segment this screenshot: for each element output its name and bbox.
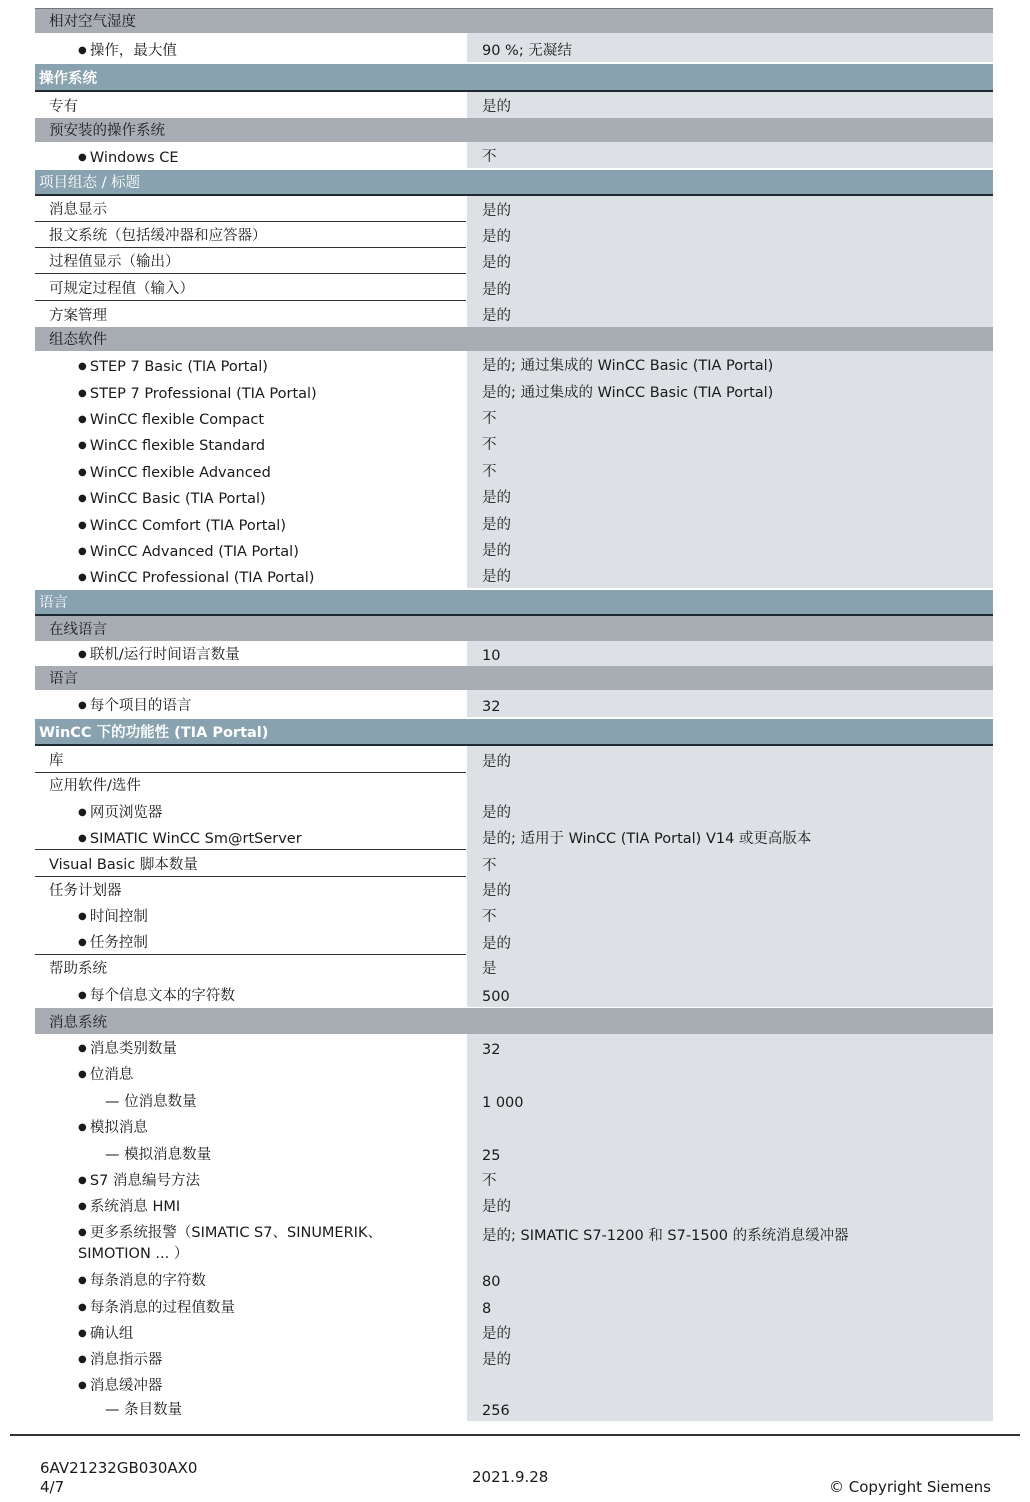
spec-label-cell [35,1166,466,1192]
copyright: © Copyright Siemens [829,1478,991,1496]
spec-label-cell [35,1034,466,1060]
spec-row [35,430,993,456]
spec-value-cell [467,928,993,955]
spec-row [35,1371,993,1397]
spec-value: 是的 [482,490,511,506]
header-label: WinCC 下的功能性 (TIA Portal) [39,725,269,741]
spec-row [35,456,993,483]
spec-label: 专有 [49,99,78,115]
spec-value: 是的 [482,255,511,271]
header-label: 操作系统 [39,71,97,87]
spec-label: 可规定过程值（输入） [49,281,194,297]
spec-row [35,483,993,509]
spec-label: — 条目数量 [105,1398,182,1419]
spec-value: 是的 [482,805,511,821]
spec-label: ● 消息指示器 [78,1348,162,1369]
spec-value: 是的; 适用于 WinCC (TIA Portal) V14 或更高版本 [482,831,812,847]
spec-label-cell [35,641,466,666]
section-header [35,590,993,616]
spec-value-cell [467,142,993,168]
spec-label-cell [35,456,466,483]
spec-label: ● 消息类别数量 [78,1037,177,1058]
spec-value: 是的 [482,1326,511,1342]
spec-label-cell [35,877,466,902]
spec-label-cell [35,222,466,248]
spec-value-cell [467,509,993,536]
spec-value: 是的; 通过集成的 WinCC Basic (TIA Portal) [482,358,774,374]
spec-value: 不 [482,1173,497,1189]
spec-label: ● STEP 7 Basic (TIA Portal) [78,359,268,375]
spec-value-cell [467,377,993,404]
footer-rule [10,1434,1020,1436]
spec-value: 是的 [482,203,511,219]
header-label: 在线语言 [49,622,107,638]
spec-value: 80 [482,1274,501,1290]
spec-label: ● 每个信息文本的字符数 [78,984,235,1005]
spec-label-cell [35,1397,466,1421]
spec-label-cell [35,92,466,118]
spec-value-cell [467,1166,993,1192]
spec-value-cell [467,1086,993,1113]
spec-label: 任务计划器 [49,883,122,899]
spec-row [35,902,993,928]
spec-label: ● 消息缓冲器 [78,1374,162,1395]
spec-label-cell [35,404,466,430]
section-header [35,170,993,196]
spec-label: ● WinCC flexible Compact [78,412,264,428]
spec-value-cell [467,980,993,1007]
spec-label: ● 网页浏览器 [78,801,162,822]
spec-label: 帮助系统 [49,961,107,977]
spec-label: 方案管理 [49,308,107,324]
spec-value-cell [467,248,993,274]
spec-label-cell [35,536,466,562]
spec-label: ● WinCC flexible Advanced [78,465,271,481]
spec-value-cell [467,902,993,928]
spec-label: ● WinCC Basic (TIA Portal) [78,491,266,507]
spec-label: ● 每条消息的过程值数量 [78,1296,235,1317]
spec-row [35,955,993,980]
spec-row [35,377,993,404]
header-label: 消息系统 [49,1015,107,1031]
spec-row [35,1397,993,1421]
spec-label: ● 确认组 [78,1322,133,1343]
spec-row [35,690,993,717]
subsection-header [35,616,993,641]
spec-value: 是的 [482,754,511,770]
header-label: 相对空气湿度 [49,14,136,30]
spec-value-cell [467,1292,993,1319]
spec-row [35,92,993,118]
spec-label: ● WinCC Professional (TIA Portal) [78,570,314,586]
spec-label-cell [35,797,466,824]
spec-value: 不 [482,149,497,165]
spec-value-cell [467,690,993,717]
spec-label: ● WinCC Comfort (TIA Portal) [78,518,286,534]
spec-label-cell [35,142,466,168]
spec-value: 25 [482,1148,501,1164]
spec-value: 是的 [482,1199,511,1215]
subsection-header [35,9,993,33]
spec-row [35,1192,993,1218]
spec-label-cell [35,1371,466,1397]
spec-label-cell [35,1292,466,1319]
spec-row [35,980,993,1007]
spec-row [35,351,993,377]
spec-value: 是 [482,961,497,977]
spec-value: 32 [482,699,501,715]
spec-label-cell [35,301,466,327]
spec-label-cell [35,1345,466,1371]
spec-value-cell [467,1139,993,1166]
spec-label-cell [35,33,466,62]
spec-value-cell [467,877,993,902]
order-number: 6AV21232GB030AX0 [40,1459,198,1477]
spec-value-cell [467,1397,993,1421]
spec-value-cell [467,274,993,301]
spec-value: 500 [482,989,510,1005]
spec-row [35,248,993,274]
subsection-header [35,1008,993,1034]
spec-row [35,196,993,222]
spec-value-cell [467,1034,993,1060]
spec-value: 是的 [482,282,511,298]
spec-row [35,142,993,168]
spec-label: ● 任务控制 [78,931,148,952]
spec-value-cell [467,1192,993,1218]
spec-label-cell [35,928,466,955]
spec-value: 是的; SIMATIC S7-1200 和 S7-1500 的系统消息缓冲器 [482,1228,849,1244]
spec-value-cell [467,1319,993,1345]
spec-value-cell [467,404,993,430]
spec-label-cell [35,377,466,404]
spec-label-cell [35,773,466,797]
spec-value-cell [467,850,993,877]
spec-label-cell [35,562,466,588]
spec-value-cell [467,641,993,666]
spec-label-cell [35,1060,466,1086]
spec-value-cell [467,562,993,588]
spec-value: 256 [482,1403,510,1419]
spec-row [35,928,993,955]
spec-row [35,850,993,877]
document-date: 2021.9.28 [472,1468,549,1486]
spec-value: 是的; 通过集成的 WinCC Basic (TIA Portal) [482,385,774,401]
spec-row [35,746,993,773]
spec-label: Visual Basic 脚本数量 [49,857,198,873]
section-header [35,64,993,92]
spec-label: 过程值显示（输出） [49,254,180,270]
spec-value-cell [467,955,993,980]
spec-row [35,773,993,797]
spec-label-cell [35,1192,466,1218]
spec-value: 90 %; 无凝结 [482,43,572,59]
header-label: 语言 [49,671,78,687]
spec-row [35,1292,993,1319]
page-number: 4/7 [40,1478,65,1496]
spec-label-cell [35,1319,466,1345]
spec-label-cell [35,430,466,456]
spec-value: 不 [482,909,497,925]
spec-row [35,1218,993,1266]
spec-value: 不 [482,411,497,427]
spec-label-cell [35,955,466,980]
spec-label-cell [35,248,466,274]
spec-value-cell [467,430,993,456]
spec-label-cell [35,1266,466,1292]
spec-value-cell [467,1218,993,1266]
spec-label: ● 模拟消息 [78,1116,148,1137]
spec-row [35,797,993,824]
spec-row [35,222,993,248]
spec-label: ● 系统消息 HMI [78,1195,180,1216]
spec-row [35,404,993,430]
spec-label: ● S7 消息编号方法 [78,1169,200,1190]
spec-label: ● Windows CE [78,150,179,166]
spec-label-cell [35,980,466,1007]
spec-value: 不 [482,858,497,874]
subsection-header [35,666,993,690]
spec-label: ● WinCC flexible Standard [78,438,265,454]
spec-label-cell [35,1218,466,1266]
spec-label: 消息显示 [49,202,107,218]
spec-row [35,33,993,62]
spec-label-cell [35,351,466,377]
spec-value-cell [467,33,993,62]
spec-label: ● 联机/运行时间语言数量 [78,643,240,664]
spec-label: ● 位消息 [78,1063,133,1084]
spec-value-cell [467,773,993,797]
section-header [35,719,993,746]
spec-value-cell [467,746,993,773]
header-label: 预安装的操作系统 [49,123,165,139]
spec-row [35,1060,993,1086]
spec-label: ● 时间控制 [78,905,148,926]
spec-value: 是的 [482,936,511,952]
spec-value: 是的 [482,308,511,324]
header-label: 语言 [39,595,68,611]
spec-value: 是的 [482,883,511,899]
spec-label: — 位消息数量 [105,1090,197,1111]
spec-value-cell [467,1113,993,1139]
spec-value-cell [467,351,993,377]
spec-label-cell [35,509,466,536]
spec-label: ● SIMATIC WinCC Sm@rtServer [78,831,302,847]
spec-row [35,1139,993,1166]
spec-label: ● 每个项目的语言 [78,694,191,715]
spec-value: 是的 [482,229,511,245]
spec-label: 报文系统（包括缓冲器和应答器） [49,228,267,244]
spec-value: 不 [482,464,497,480]
spec-row [35,1319,993,1345]
spec-value-cell [467,1060,993,1086]
spec-label-cell [35,1113,466,1139]
spec-value: 是的 [482,543,511,559]
spec-label: ● 每条消息的字符数 [78,1269,206,1290]
spec-row [35,1034,993,1060]
header-label: 项目组态 / 标题 [39,175,141,191]
spec-label-cell [35,746,466,773]
spec-row [35,274,993,301]
spec-label-cell [35,824,466,850]
spec-value: 是的 [482,99,511,115]
spec-label: 应用软件/选件 [49,778,141,794]
spec-label: ● 更多系统报警（SIMATIC S7、SINUMERIK、SIMOTION ... ） [78,1222,438,1265]
spec-label: ● WinCC Advanced (TIA Portal) [78,544,299,560]
spec-row [35,877,993,902]
spec-label-cell [35,902,466,928]
spec-value-cell [467,301,993,327]
spec-value: 32 [482,1042,501,1058]
spec-value-cell [467,196,993,222]
spec-label-cell [35,690,466,717]
subsection-header [35,327,993,351]
spec-row [35,641,993,666]
spec-row [35,536,993,562]
spec-value-cell [467,222,993,248]
spec-value-cell [467,456,993,483]
spec-value-cell [467,483,993,509]
spec-label-cell [35,196,466,222]
spec-row [35,1345,993,1371]
spec-row [35,301,993,327]
spec-value-cell [467,1266,993,1292]
spec-value-cell [467,92,993,118]
spec-label-cell [35,850,466,877]
spec-value-cell [467,1371,993,1397]
spec-label-cell [35,483,466,509]
spec-row [35,1086,993,1113]
spec-row [35,1166,993,1192]
spec-label: ● 操作，最大值 [78,39,177,60]
header-label: 组态软件 [49,332,107,348]
spec-value-cell [467,824,993,850]
spec-value: 1 000 [482,1095,524,1111]
spec-value-cell [467,797,993,824]
spec-row [35,509,993,536]
spec-label: ● STEP 7 Professional (TIA Portal) [78,386,317,402]
spec-value: 8 [482,1301,492,1317]
subsection-header [35,118,993,142]
spec-label-cell [35,1139,466,1166]
spec-row [35,1266,993,1292]
spec-row [35,824,993,850]
spec-value-cell [467,1345,993,1371]
spec-row [35,562,993,588]
spec-value: 是的 [482,517,511,533]
spec-value: 10 [482,648,501,664]
spec-label: — 模拟消息数量 [105,1143,211,1164]
spec-label-cell [35,274,466,301]
spec-label: 库 [49,753,64,769]
spec-label-cell [35,1086,466,1113]
spec-value: 是的 [482,1352,511,1368]
spec-value: 是的 [482,569,511,585]
spec-value-cell [467,536,993,562]
spec-row [35,1113,993,1139]
spec-value: 不 [482,437,497,453]
